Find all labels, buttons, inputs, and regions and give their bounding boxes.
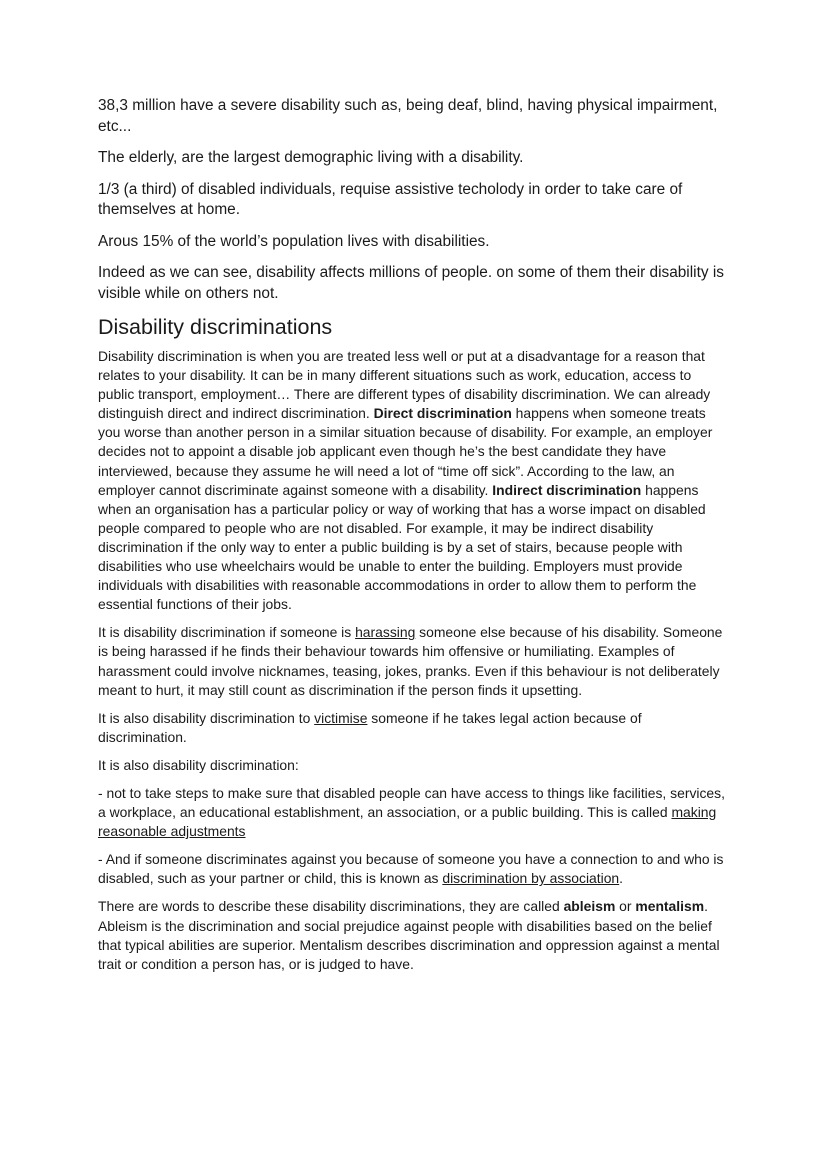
text-run: happens when an organisation has a particular policy or way of working that has a worse impact on disabled people compared to people who are not disabled. For example, it may be indirect disability discrimination if the only way to enter a public building is by a set of stairs, because people with disabilities who use wheelchairs would be unable to enter the building. Employers must provide individuals with disabilities with reasonable accommodations in order to allow them to perform the essential functions of their jobs. xyxy=(98,481,706,613)
intro-paragraph: The elderly, are the largest demographic living with a disability. xyxy=(98,149,524,166)
section-body xyxy=(98,347,730,974)
text-run: It is also disability discrimination to xyxy=(98,709,315,726)
body-paragraph xyxy=(98,850,730,888)
intro-paragraph: Indeed as we can see, disability affects millions of people. on some of them their disability is visible while on others not. xyxy=(98,264,724,302)
underlined-term: discrimination by association xyxy=(442,870,620,887)
body-paragraph xyxy=(98,784,730,841)
intro-paragraph: Arous 15% of the world’s population lives with disabilities. xyxy=(98,232,490,250)
text-run: There are words to describe these disability discriminations, they are called xyxy=(98,898,564,915)
text-run: . Ableism is the discrimination and social prejudice against people with disabilities based on the belief that typical abilities are superior. Mentalism describes discrimination and oppression against a mental trait or condition a person has, or is judged to have. xyxy=(98,898,720,972)
body-paragraph xyxy=(98,709,730,747)
underlined-term: making reasonable adjustments xyxy=(98,804,717,840)
text-run: . xyxy=(619,870,624,887)
text-run: someone if he takes legal action because of discrimination. xyxy=(98,709,642,745)
body-paragraph: It is also disability discrimination: xyxy=(98,756,299,773)
text-run: someone else because of his disability. Someone is being harassed if he finds their behaviour towards him offensive or humiliating. Examples of harassment could involve nicknames, teasing, jokes, pranks. Even if this behaviour is not deliberately meant to hurt, it may still count as discrimination if the person finds it upsetting. xyxy=(98,624,723,698)
intro-paragraph: 38,3 million have a severe disability such as, being deaf, blind, having physical impairment, etc... xyxy=(98,97,718,135)
bold-term: mentalism xyxy=(635,898,705,915)
text-run: Disability discrimination is when you are treated less well or put at a disadvantage for a reason that relates to your disability. It can be in many different situations such as work, education, access to public transport, employment… There are different types of disability discrimination. We can already distinguish direct and indirect discrimination. xyxy=(98,348,711,422)
text-run: It is disability discrimination if someone is xyxy=(98,624,356,641)
underlined-term: victimise xyxy=(314,709,368,726)
text-run: or xyxy=(615,898,636,915)
body-paragraph xyxy=(98,897,730,973)
bold-term: ableism xyxy=(563,898,616,915)
body-paragraph xyxy=(98,347,730,614)
intro-section xyxy=(98,96,730,304)
bold-term: Direct discrimination xyxy=(373,405,512,422)
text-run: - not to take steps to make sure that disabled people can have access to things like facilities, services, a workplace, an educational establishment, an association, or a public building. This is called xyxy=(98,784,725,821)
text-run: happens when someone treats you worse than another person in a similar situation because of disability. For example, an employer decides not to appoint a disable job applicant even though he’s the best candidate they have interviewed, because they assume he will need a lot of “time off sick”. According to the law, an employer cannot discriminate against someone with a disability. xyxy=(98,405,713,498)
body-paragraph xyxy=(98,623,730,699)
section-heading: Disability discriminations xyxy=(98,315,333,339)
bold-term: Indirect discrimination xyxy=(492,481,642,498)
text-run: - And if someone discriminates against you because of someone you have a connection to and who is disabled, such as your partner or child, this is known as xyxy=(98,851,724,887)
intro-paragraph: 1/3 (a third) of disabled individuals, requise assistive techolody in order to take care of themselves at home. xyxy=(98,180,683,218)
underlined-term: harassing xyxy=(355,624,416,641)
